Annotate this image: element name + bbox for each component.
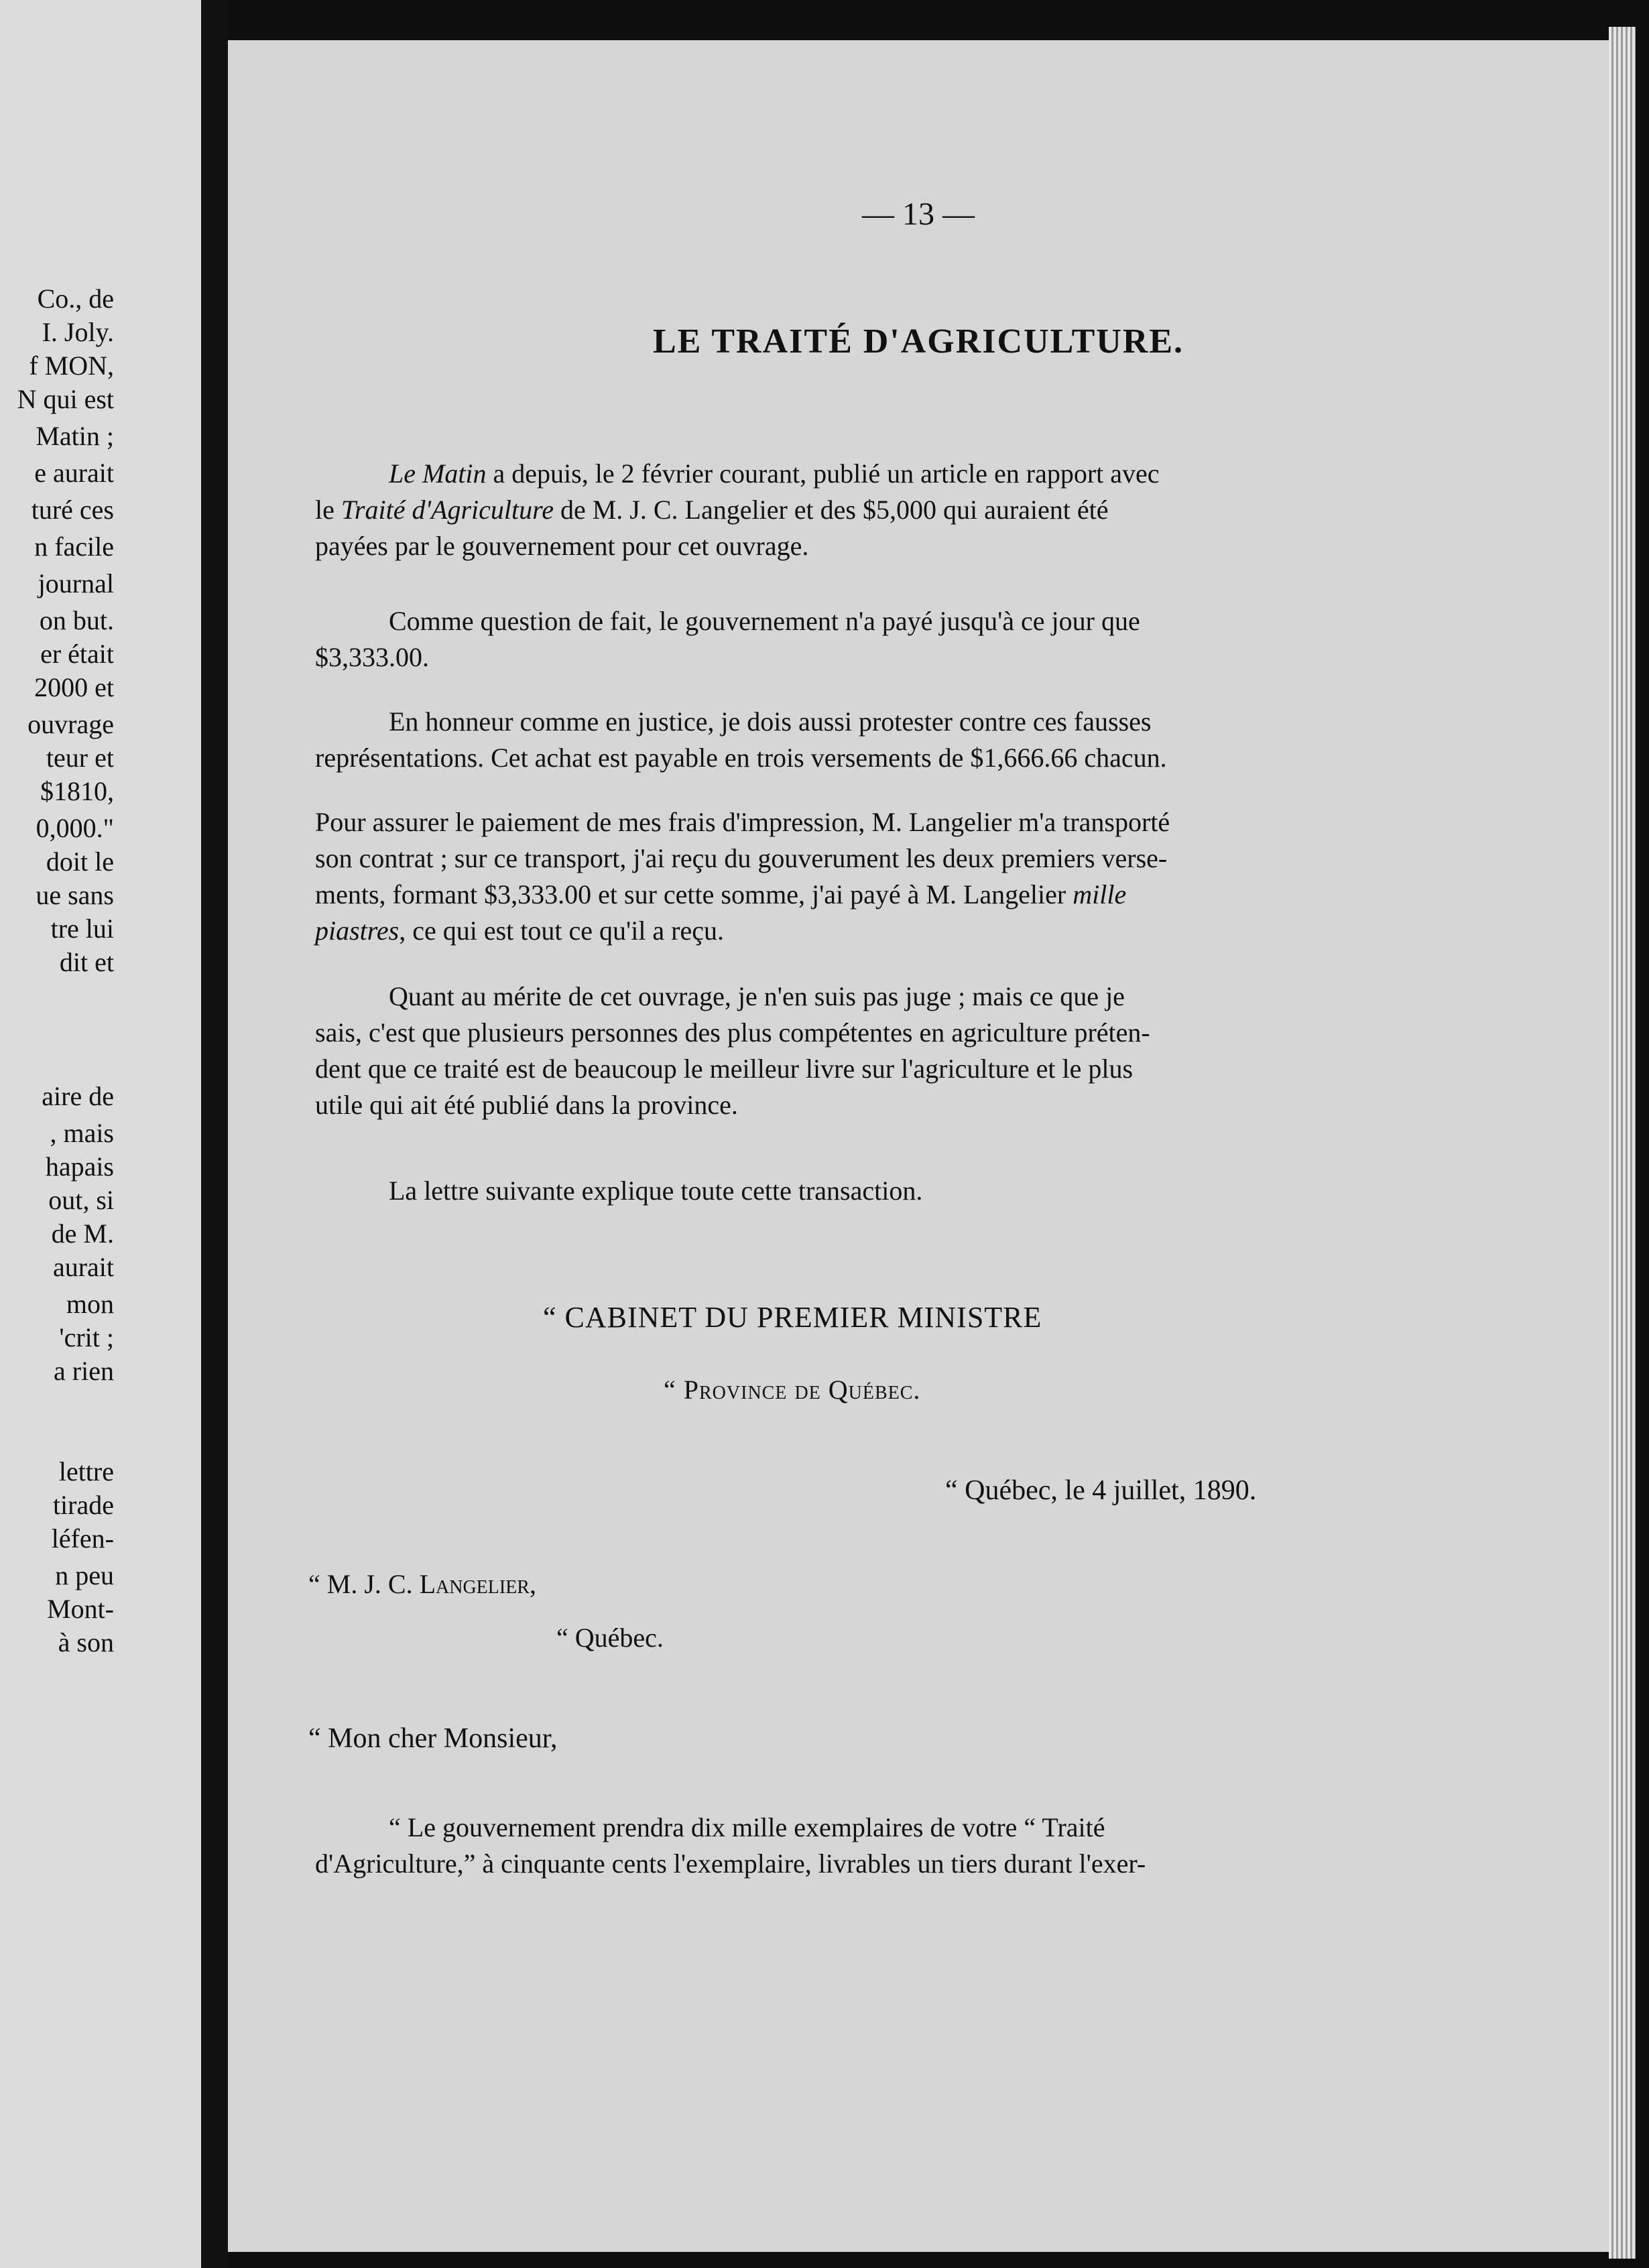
left-page-fragment: er était: [40, 639, 114, 669]
left-page-fragment: a rien: [54, 1356, 114, 1386]
left-page-fragment: à son: [58, 1627, 114, 1657]
left-page-fragment: 0,000.": [36, 813, 114, 843]
page-edge: [1609, 27, 1636, 2259]
paragraph-line: Comme question de fait, le gouvernement n'a payé jusqu'à ce jour que: [389, 606, 1140, 636]
italic-phrase: piastres: [315, 916, 400, 946]
left-facing-page: [0, 0, 201, 2268]
newspaper-name: Le Matin: [389, 458, 487, 489]
left-page-fragment: , mais: [50, 1118, 114, 1148]
left-page-fragment: journal: [38, 568, 114, 598]
paragraph-line: ments, formant $3,333.00 et sur cette somme, j'ai payé à M. Langelier mille: [315, 879, 1127, 909]
paragraph-1: [315, 456, 1414, 564]
paragraph-line: La lettre suivante explique toute cette transaction.: [389, 1176, 923, 1206]
paragraph-line: Le Matin a depuis, le 2 février courant, publié un article en rapport avec: [389, 458, 1160, 489]
paragraph-line: son contrat ; sur ce transport, j'ai reçu du gouverument les deux premiers verse-: [315, 843, 1168, 873]
left-page-fragment: lettre: [58, 1456, 114, 1487]
left-page-fragment: n facile: [34, 531, 114, 562]
left-page-fragment: Mont-: [47, 1594, 114, 1624]
paragraph-line: payées par le gouvernement pour cet ouvrage.: [315, 531, 809, 561]
main-page: [228, 40, 1609, 2252]
left-page-fragment: f MON,: [29, 351, 114, 381]
left-page-fragment: I. Joly.: [42, 317, 114, 347]
letter-salutation: “ Mon cher Monsieur,: [308, 1723, 558, 1754]
left-page-fragment: on but.: [39, 605, 114, 635]
left-page-fragment: doit le: [46, 846, 114, 877]
left-page-fragment: mon: [66, 1289, 114, 1319]
left-page-fragment: hapais: [45, 1151, 114, 1182]
left-page-fragment: out, si: [48, 1185, 114, 1215]
page-number: — 13 —: [862, 196, 975, 232]
paragraph-3: [315, 704, 1414, 776]
left-page-fragment: 'crit ;: [59, 1322, 114, 1352]
paragraph-line: le Traité d'Agriculture de M. J. C. Langelier et des $5,000 qui auraient été: [315, 495, 1109, 525]
left-page-fragment: $1810,: [40, 776, 114, 806]
left-page-fragment: aurait: [52, 1252, 114, 1282]
paragraph-line: d'Agriculture,” à cinquante cents l'exemplaire, livrables un tiers durant l'exer-: [315, 1848, 1146, 1879]
gutter-shadow: [201, 0, 228, 2268]
section-heading: LE TRAITÉ D'AGRICULTURE.: [652, 322, 1184, 361]
left-page-fragment: Matin ;: [36, 421, 114, 451]
paragraph-line: sais, c'est que plusieurs personnes des plus compétentes en agriculture préten-: [315, 1017, 1150, 1048]
letterhead-office: “ CABINET DU PREMIER MINISTRE: [543, 1301, 1042, 1334]
left-page-fragment: tre lui: [50, 914, 114, 944]
letter-addressee: “ M. J. C. Langelier,: [308, 1569, 536, 1599]
paragraph-5: [315, 979, 1414, 1123]
left-page-fragment: n peu: [55, 1560, 114, 1590]
paragraph-line: utile qui ait été publié dans la province.: [315, 1090, 738, 1120]
left-page-fragment: ue sans: [36, 880, 114, 910]
paragraph-line: $3,333.00.: [315, 642, 429, 672]
paragraph-line: En honneur comme en justice, je dois aussi protester contre ces fausses: [389, 706, 1152, 737]
paragraph-line: dent que ce traité est de beaucoup le meilleur livre sur l'agriculture et le plus: [315, 1054, 1134, 1084]
book-title: Traité d'Agriculture: [341, 495, 554, 525]
left-page-fragment: dit et: [59, 947, 114, 977]
paragraph-line: Pour assurer le paiement de mes frais d'impression, M. Langelier m'a transporté: [315, 807, 1170, 837]
left-page-fragment: ouvrage: [27, 709, 114, 739]
left-page-fragment: e aurait: [34, 458, 114, 488]
left-page-fragment: 2000 et: [34, 672, 114, 702]
left-page-fragment: tirade: [52, 1490, 114, 1520]
letter-body: [315, 1810, 1414, 1882]
letterhead-province: “ Province de Québec.: [664, 1375, 921, 1405]
left-page-fragment: de M.: [51, 1218, 114, 1249]
left-page-fragment: Co., de: [37, 284, 114, 314]
paragraph-6: [315, 1173, 1414, 1209]
left-page-fragment: léfen-: [51, 1523, 114, 1554]
left-page-fragment: teur et: [46, 743, 114, 773]
left-page-fragment: aire de: [42, 1081, 114, 1111]
letter-dateline: “ Québec, le 4 juillet, 1890.: [945, 1475, 1257, 1506]
paragraph-4: [315, 804, 1414, 949]
paragraph-line: Quant au mérite de cet ouvrage, je n'en suis pas juge ; mais ce que je: [389, 981, 1125, 1011]
left-page-fragment: turé ces: [31, 495, 114, 525]
left-page-fragment: N qui est: [17, 384, 114, 414]
italic-phrase: mille: [1073, 879, 1127, 909]
paragraph-line: piastres, ce qui est tout ce qu'il a reçu.: [315, 916, 725, 946]
letter-city: “ Québec.: [556, 1623, 664, 1653]
paragraph-line: représentations. Cet achat est payable en trois versements de $1,666.66 chacun.: [315, 743, 1167, 773]
paragraph-2: [315, 603, 1414, 676]
paragraph-line: “ Le gouvernement prendra dix mille exemplaires de votre “ Traité: [389, 1812, 1105, 1842]
